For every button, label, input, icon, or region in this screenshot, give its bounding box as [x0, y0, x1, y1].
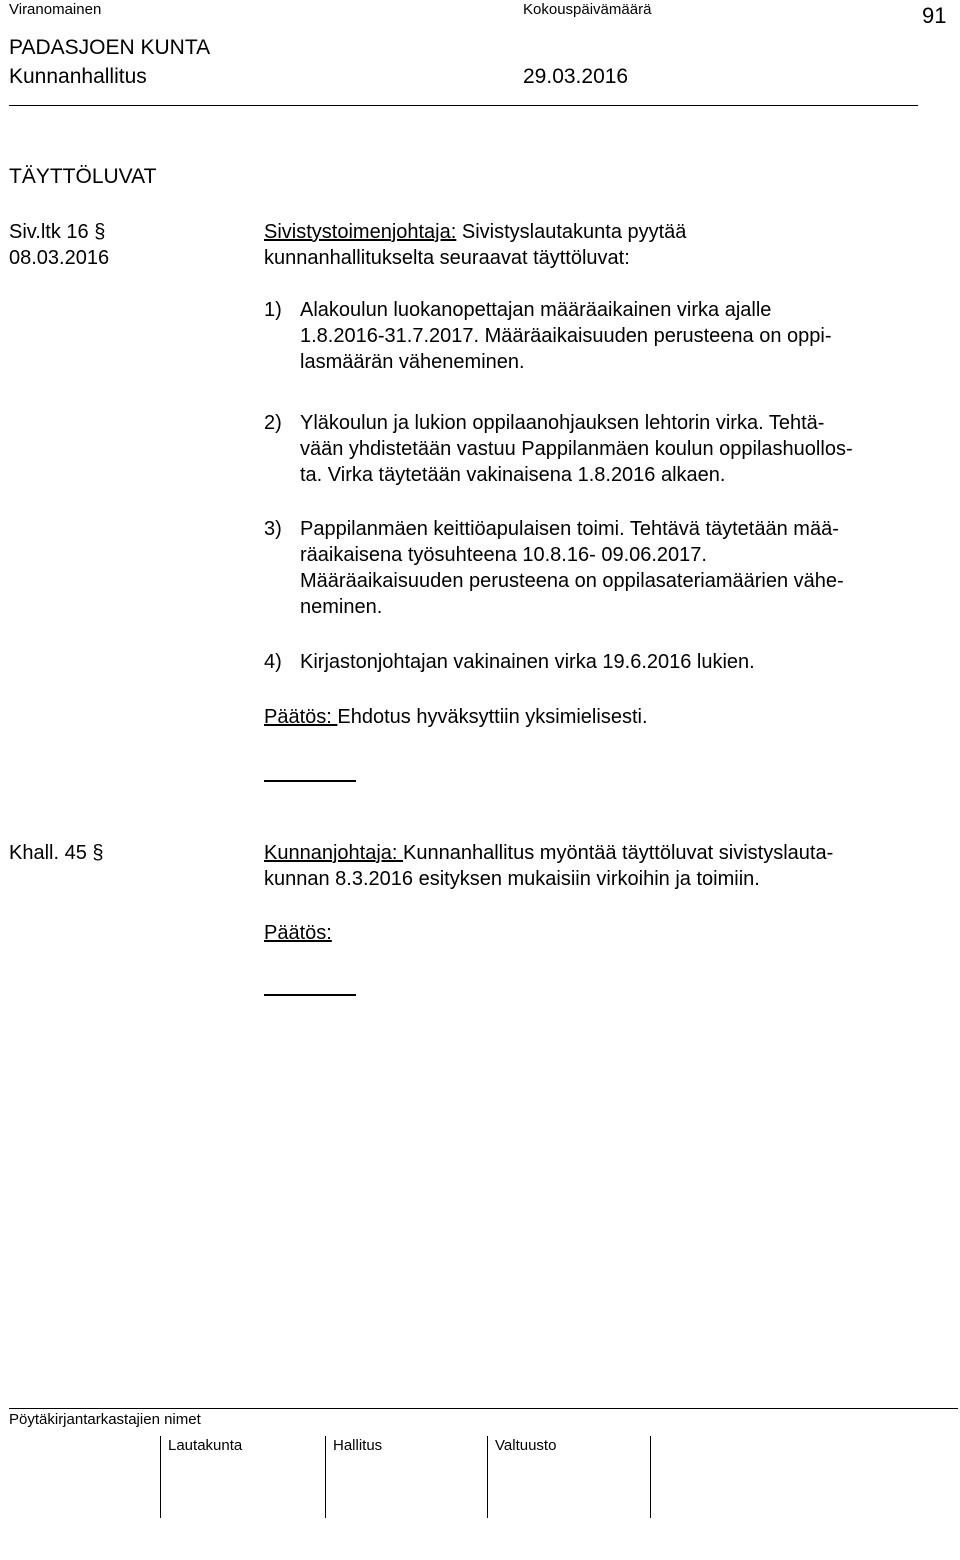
page-number: 91: [922, 3, 947, 28]
entry1-intro-line2: kunnanhallitukselta seuraavat täyttöluvat:: [264, 247, 630, 269]
list-item-number: 3): [264, 518, 282, 540]
footer-column-divider: [325, 1436, 326, 1518]
authority-name: Kunnanhallitus: [9, 65, 147, 88]
footer-divider: [9, 1408, 958, 1409]
list-item-line: räaikaisena työsuhteena 10.8.16- 09.06.2017.: [300, 544, 707, 566]
municipality-name: PADASJOEN KUNTA: [9, 36, 211, 59]
list-item-line: Pappilanmäen keittiöapulaisen toimi. Tehtävä täytetään mää-: [300, 518, 839, 540]
list-item-line: Alakoulun luokanopettajan määräaikainen virka ajalle: [300, 299, 772, 321]
header-divider: [9, 105, 918, 106]
footer-column-valtuusto: Valtuusto: [495, 1437, 557, 1454]
list-item-line: Yläkoulun ja lukion oppilaanohjauksen lehtorin virka. Tehtä-: [300, 412, 825, 434]
entry2-decision-label: Päätös:: [264, 922, 332, 944]
entry1-reference: [9, 219, 109, 271]
footer-column-divider: [487, 1436, 488, 1518]
entry1-proposer: Sivistystoimenjohtaja:: [264, 221, 457, 243]
section-title: TÄYTTÖLUVAT: [9, 165, 157, 188]
entry1-ref-line2: 08.03.2016: [9, 247, 110, 269]
footer-column-lautakunta: Lautakunta: [168, 1437, 243, 1454]
list-item-line: Määräaikaisuuden perusteena on oppilasateriamäärien vähe-: [300, 570, 844, 592]
entry1-decision: [264, 704, 648, 730]
list-item-line: vään yhdistetään vastuu Pappilanmäen koulun oppilashuollos-: [300, 438, 853, 460]
list-item-number: 1): [264, 299, 282, 321]
entry2-reference: Khall. 45 §: [9, 842, 104, 864]
entry2-text-line2: kunnan 8.3.2016 esityksen mukaisiin virkoihin ja toimiin.: [264, 868, 760, 890]
decision-text: Ehdotus hyväksyttiin yksimielisesti.: [337, 706, 648, 728]
footer-column-hallitus: Hallitus: [333, 1437, 383, 1454]
header-authority-label: Viranomainen: [9, 1, 102, 18]
list-item-line: ta. Virka täytetään vakinaisena 1.8.2016 alkaen.: [300, 464, 726, 486]
footer-column-divider: [160, 1436, 161, 1518]
entry2-end-rule: [264, 994, 356, 996]
footer-column-divider: [650, 1436, 651, 1518]
entry2-text-line1: Kunnanhallitus myöntää täyttöluvat sivistyslauta-: [403, 842, 834, 864]
list-item-number: 2): [264, 412, 282, 434]
entry2-proposal: [264, 840, 944, 892]
entry1-end-rule: [264, 780, 356, 782]
footer-title: Pöytäkirjantarkastajien nimet: [9, 1411, 201, 1428]
list-item-line: lasmäärän väheneminen.: [300, 351, 525, 373]
entry2-proposer: Kunnanjohtaja:: [264, 842, 404, 864]
decision-label: Päätös:: [264, 706, 338, 728]
entry1-intro-line1: Sivistyslautakunta pyytää: [456, 221, 687, 243]
entry1-intro: [264, 219, 944, 271]
list-item-line: 1.8.2016-31.7.2017. Määräaikaisuuden perusteena on oppi-: [300, 325, 832, 347]
meeting-date: 29.03.2016: [523, 65, 629, 88]
list-item-number: 4): [264, 651, 282, 673]
list-item-line: neminen.: [300, 596, 383, 618]
entry1-ref-line1: Siv.ltk 16 §: [9, 221, 106, 243]
list-item-line: Kirjastonjohtajan vakinainen virka 19.6.2016 lukien.: [300, 651, 755, 673]
header-date-label: Kokouspäivämäärä: [523, 1, 652, 18]
